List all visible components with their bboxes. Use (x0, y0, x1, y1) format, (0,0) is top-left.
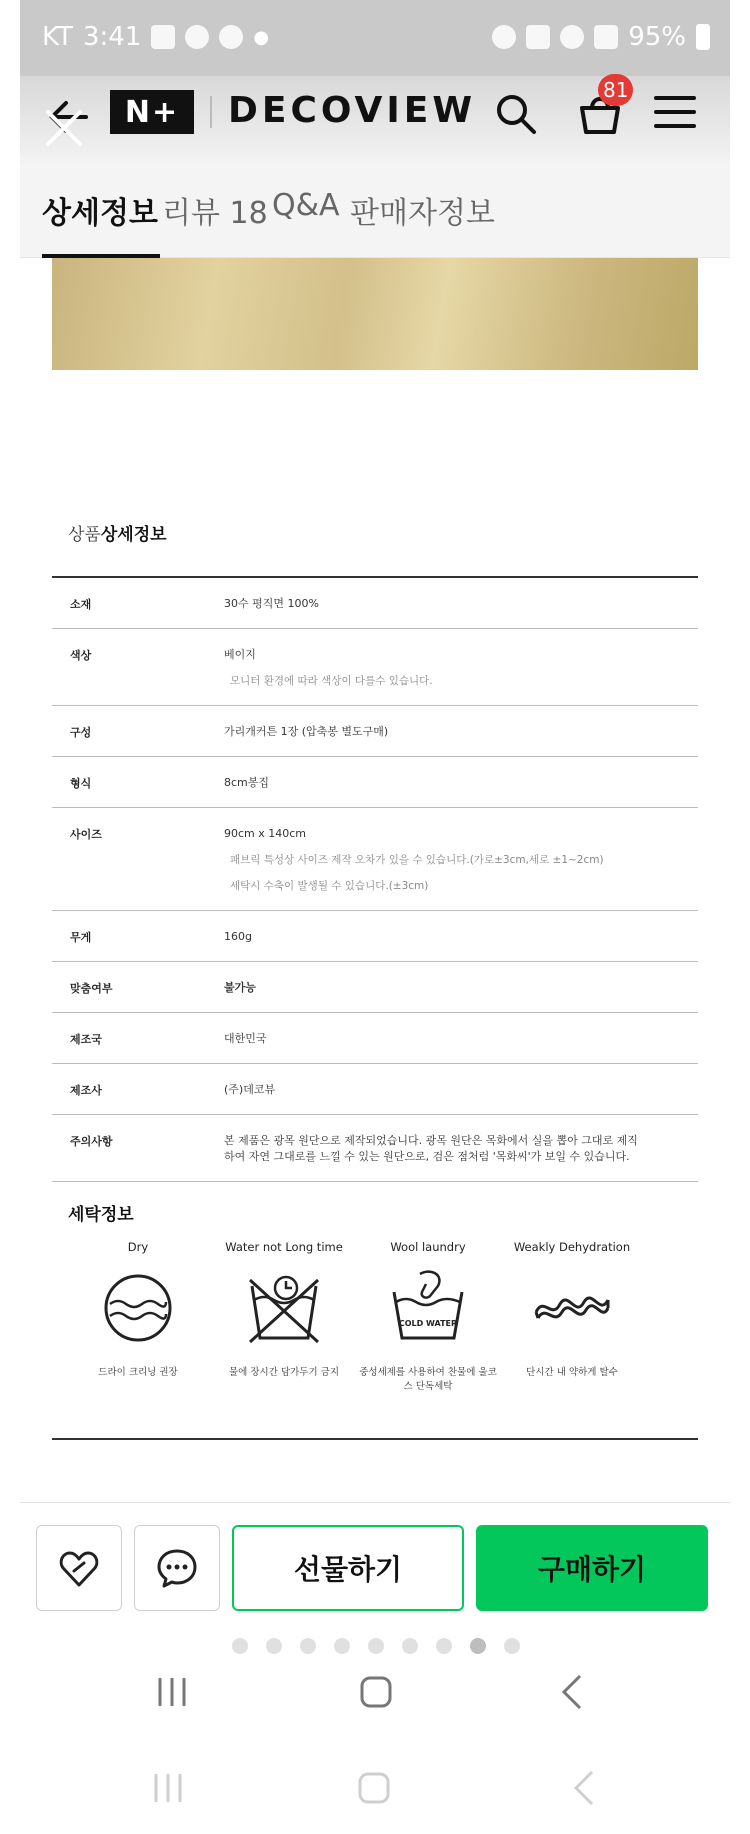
section-title-prefix: 상품 (68, 525, 101, 545)
status-bar (20, 0, 730, 76)
tab-seller-info[interactable]: 판매자정보 (350, 196, 495, 231)
gift-button[interactable]: 선물하기 (232, 1525, 464, 1611)
spec-value: 8cm봉집 (224, 776, 270, 789)
spec-row-color (52, 629, 698, 706)
page-dot (300, 1638, 316, 1654)
spec-row-material (52, 578, 698, 629)
device-back-icon[interactable] (564, 1766, 608, 1810)
close-icon[interactable] (42, 106, 86, 150)
battery-level: 95% (628, 22, 686, 52)
spec-label: 색상 (70, 649, 92, 662)
wash-item-desc: 중성세제를 사용하여 찬물에 울코스 단독세탁 (359, 1367, 497, 1392)
tab-detail[interactable]: 상세정보 (42, 196, 158, 231)
wash-item-name: Water not Long time (225, 1240, 343, 1254)
spec-value: 가리개커튼 1장 (압축봉 별도구매) (224, 725, 389, 738)
wool-wash-icon (386, 1266, 470, 1350)
spec-row-type (52, 757, 698, 808)
page-dot (402, 1638, 418, 1654)
menu-icon[interactable] (654, 94, 696, 130)
spec-label: 주의사항 (70, 1135, 113, 1148)
wash-info-grid (52, 1240, 698, 1440)
detail-tabs (20, 164, 730, 258)
page-dot (232, 1638, 248, 1654)
product-image (52, 258, 698, 370)
wishlist-button[interactable] (36, 1525, 122, 1611)
clock: 3:41 (82, 22, 142, 52)
wash-item-desc: 단시간 내 약하게 탈수 (526, 1367, 618, 1378)
spec-row-size (52, 808, 698, 911)
purchase-action-bar (20, 1502, 730, 1630)
wifi-icon (560, 25, 584, 49)
product-detail-section (52, 520, 698, 1440)
spec-value (224, 647, 698, 689)
spec-row-caution (52, 1115, 698, 1182)
spec-note: 패브릭 특성상 사이즈 제작 오차가 있을 수 있습니다.(가로±3cm,세로 ±1~2cm) (230, 854, 604, 866)
buy-button[interactable]: 구매하기 (476, 1525, 708, 1611)
spec-value (224, 826, 698, 894)
talk-button[interactable] (134, 1525, 220, 1611)
signal-icon (594, 25, 618, 49)
section-title-bold: 상세정보 (100, 525, 167, 545)
spec-row-country (52, 1013, 698, 1064)
cold-water-text: COLD WATER (398, 1319, 458, 1328)
spec-label: 소재 (70, 598, 92, 611)
app-header (20, 76, 730, 164)
home-icon[interactable] (354, 1670, 398, 1714)
gallery-icon (151, 25, 175, 49)
spec-note: 모니터 환경에 따라 색상이 다를수 있습니다. (230, 675, 433, 687)
spec-value: 본 제품은 광목 원단으로 제작되었습니다. 광목 원단은 목화에서 실을 뽑아 그대로 제직하여 자연 그대로를 느낄 수 있는 원단으로, 검은 점처럼 '목화씨'가 보일 수 있습니다. (224, 1134, 638, 1163)
page-dot (266, 1638, 282, 1654)
wash-item-name: Dry (127, 1240, 149, 1254)
dry-clean-icon (96, 1266, 180, 1350)
device-nav-bar (0, 1734, 750, 1834)
spec-value: 대한민국 (224, 1032, 267, 1045)
wash-item-no-soak (214, 1240, 354, 1380)
spec-label: 형식 (70, 777, 92, 790)
wash-item-weak-spin (502, 1240, 642, 1380)
mute-icon (526, 25, 550, 49)
carrier: KT (42, 22, 73, 52)
spec-row-composition (52, 706, 698, 757)
section-title (52, 520, 698, 576)
screen (20, 0, 730, 1734)
spec-value-main: 90cm x 140cm (224, 827, 307, 840)
heart-icon (56, 1545, 102, 1591)
spec-label: 제조사 (70, 1084, 102, 1097)
chat-bubble-icon (154, 1545, 200, 1591)
page-dots (232, 1638, 520, 1654)
search-icon[interactable] (494, 92, 538, 136)
spec-row-manufacturer (52, 1064, 698, 1115)
wash-item-name: Wool laundry (390, 1240, 466, 1254)
spec-value: 160g (224, 930, 252, 943)
spec-value: 30수 평직면 100% (224, 597, 319, 610)
store-name[interactable]: DECOVIEW (228, 90, 477, 131)
spec-value: (주)데코뷰 (224, 1083, 276, 1096)
android-nav-bar (20, 1630, 730, 1734)
tab-reviews[interactable]: 리뷰 18 (162, 196, 268, 231)
spec-label: 구성 (70, 726, 92, 739)
page-dot (368, 1638, 384, 1654)
page-dot (504, 1638, 520, 1654)
device-home-icon[interactable] (352, 1766, 396, 1810)
page-dot (334, 1638, 350, 1654)
cart-count-badge: 81 (598, 74, 633, 106)
spec-value: 불가능 (224, 981, 256, 994)
brand-logo[interactable]: N+ (110, 90, 194, 134)
spec-row-custom (52, 962, 698, 1013)
spec-label: 맞춤여부 (70, 982, 113, 995)
spec-value-main: 베이지 (224, 648, 256, 661)
alarm-icon (492, 25, 516, 49)
wash-item-name: Weakly Dehydration (513, 1240, 631, 1254)
device-recent-apps-icon[interactable] (146, 1766, 190, 1810)
spec-table (52, 576, 698, 1182)
spec-note: 세탁시 수축이 발생될 수 있습니다.(±3cm) (230, 880, 429, 892)
app-notification-icon (185, 25, 209, 49)
brand-divider (210, 96, 212, 128)
no-soak-icon (242, 1266, 326, 1350)
page-dot-active (470, 1638, 486, 1654)
spec-label: 제조국 (70, 1033, 102, 1046)
wash-info-title: 세탁정보 (68, 1205, 134, 1225)
wash-item-wool (358, 1240, 498, 1394)
battery-icon (696, 24, 710, 50)
nav-back-icon[interactable] (552, 1670, 596, 1714)
page-dot (436, 1638, 452, 1654)
messenger-icon (219, 25, 243, 49)
weak-spin-icon (530, 1266, 614, 1350)
spec-label: 사이즈 (70, 828, 102, 841)
wash-item-desc: 드라이 크리닝 권장 (98, 1367, 178, 1378)
more-dot-icon: ● (253, 26, 270, 48)
tab-qna[interactable]: Q&A (272, 188, 340, 223)
spec-label: 무게 (70, 931, 92, 944)
wash-item-dry (68, 1240, 208, 1380)
wash-item-desc: 물에 장시간 담가두기 금지 (228, 1367, 339, 1378)
recent-apps-icon[interactable] (150, 1670, 194, 1714)
spec-row-weight (52, 911, 698, 962)
